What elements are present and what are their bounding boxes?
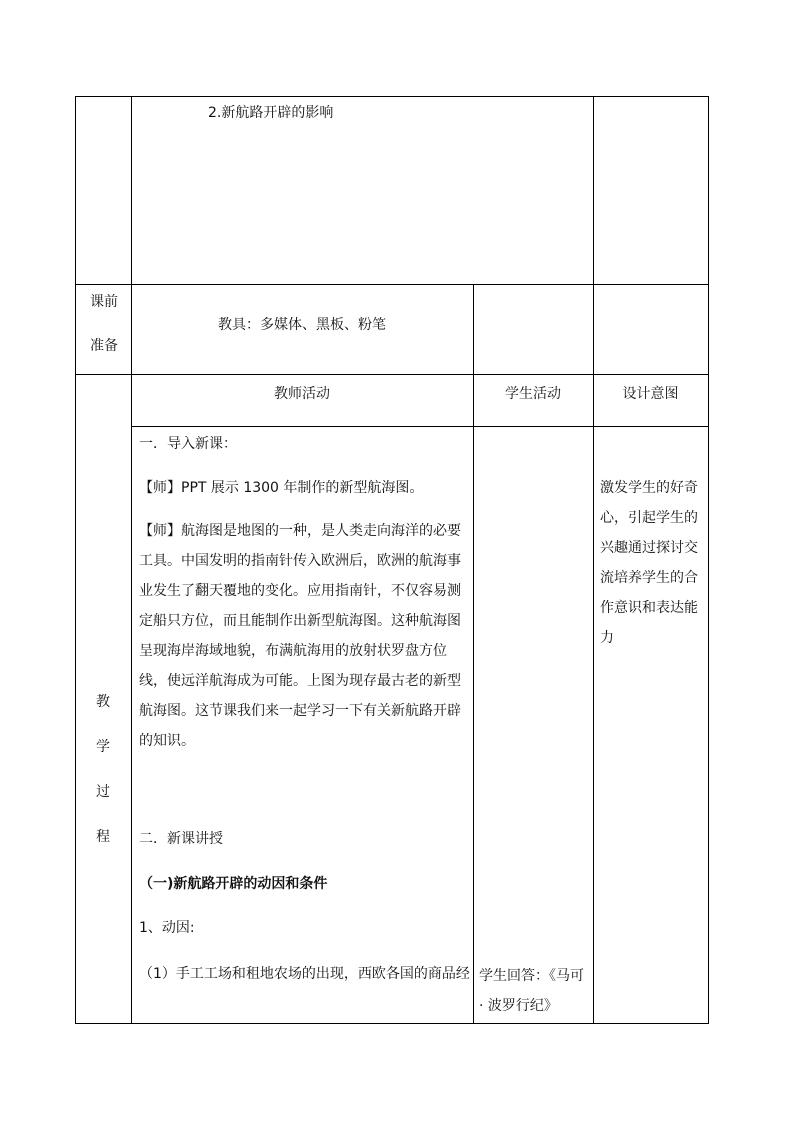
table-border-row2: [75, 374, 709, 375]
table-border-top: [75, 96, 709, 97]
teacher-para-2: 【师】航海图是地图的一种，是人类走向海洋的必要工具。中国发明的指南针传入欧洲后，欧洲的航海事业发生了翻天覆地的变化。应用指南针，不仅容易测定船只方位，而且能制作出新型航海图。这种航海图呈现海岸海域地貌，布满航海用的放射状罗盘方位线，使远洋航海成为可能。上图为现存最古老的新型航海图。这节课我们来一起学习一下有关新航路开辟的知识。: [139, 523, 461, 749]
prep-label-line2: 准备: [90, 338, 118, 354]
item-1: 1、动因:: [139, 920, 195, 936]
subsection-title: （一)新航路开辟的动因和条件: [139, 876, 328, 892]
section2-title: 二．新课讲授: [139, 831, 223, 847]
process-label-char-3: 过: [96, 784, 110, 800]
student-answer: 学生回答：《马可 · 波罗行纪》: [479, 968, 584, 1014]
process-label-char-1: 教: [96, 694, 110, 710]
design-intent-text: 激发学生的好奇心，引起学生的兴趣通过探讨交流培养学生的合作意识和表达能力: [600, 480, 698, 646]
table-border-right: [708, 96, 709, 1024]
item-1-1: （1）手工工场和租地农场的出现，西欧各国的商品经: [139, 966, 470, 982]
table-border-left: [75, 96, 76, 1024]
intro-title: 一．导入新课：: [139, 436, 237, 452]
teacher-para-1: 【师】PPT 展示 1300 年制作的新型航海图。: [139, 480, 424, 496]
header-student-activity: 学生活动: [505, 386, 561, 402]
header-teacher-activity: 教师活动: [274, 386, 330, 402]
prep-content: 教具：多媒体、黑板、粉笔: [218, 317, 386, 333]
top-row-item: 2.新航路开辟的影响: [208, 105, 334, 121]
prep-label-line1: 课前: [90, 294, 118, 310]
process-label-char-4: 程: [96, 829, 110, 845]
table-border-col1: [131, 96, 132, 1024]
table-border-col3: [593, 96, 594, 1024]
table-border-row1: [75, 284, 709, 285]
table-border-bottom: [75, 1023, 709, 1024]
table-border-header: [131, 426, 709, 427]
process-label-char-2: 学: [96, 739, 110, 755]
header-design-intent: 设计意图: [622, 386, 679, 402]
